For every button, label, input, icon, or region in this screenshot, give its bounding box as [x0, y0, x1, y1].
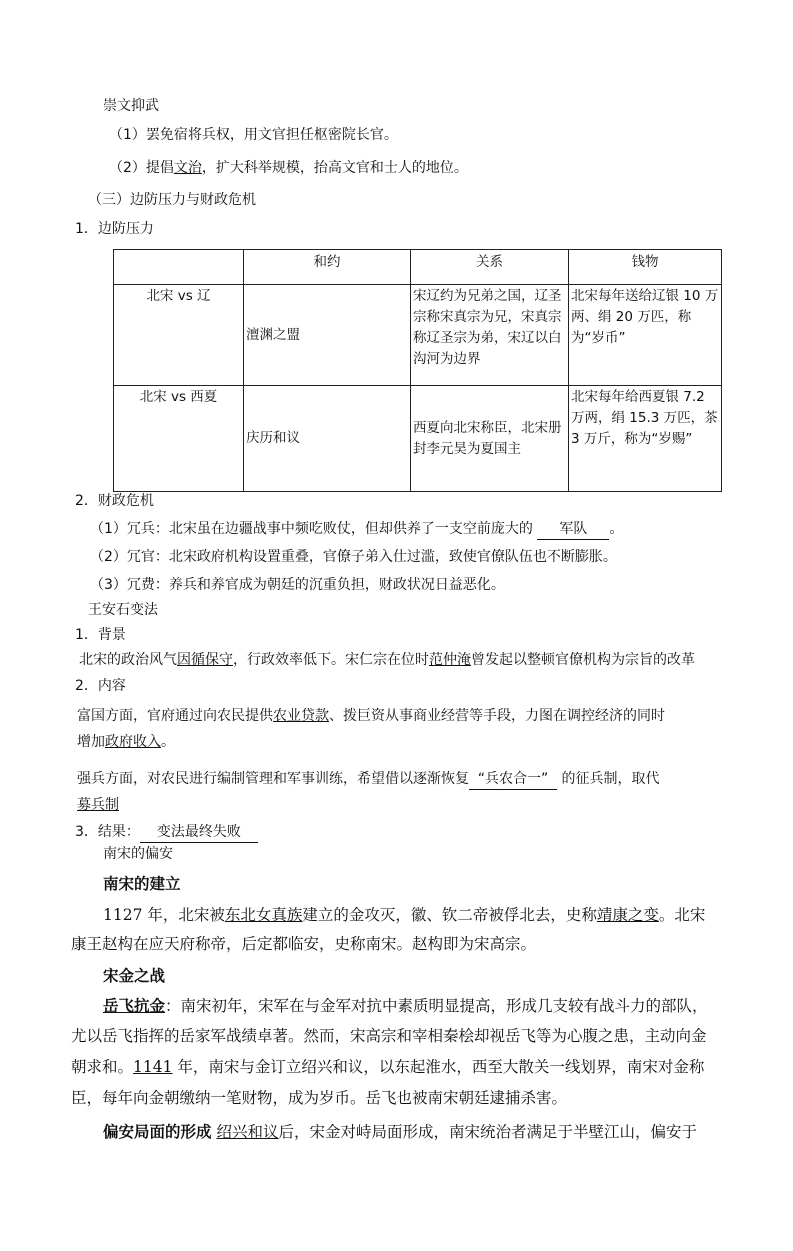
background-paragraph: 北宋的政治风气因循保守，行政效率低下。宋仁宗在位时范仲淹曾发起以整顿官僚机构为宗旨的改革: [79, 652, 695, 668]
table-cell: 北宋每年给西夏银 7.2 万两，绢 15.3 万匹，茶 3 万斤，称为“岁赐”: [569, 386, 722, 492]
pian-line-1: 偏安局面的形成 绍兴和议后，宋金对峙局面形成，南宋统治者满足于半壁江山，偏安于: [103, 1122, 697, 1141]
yue-line-1: 岳飞抗金：南宋初年，宋军在与金军对抗中素质明显提高，形成几支较有战斗力的部队，: [103, 996, 708, 1015]
table-header-cell: 钱物: [569, 250, 722, 285]
result-line: 3．结果： 变法最终失败: [75, 822, 258, 843]
content-rich-line-2: 增加政府收入。: [77, 734, 175, 750]
content-army-line-1: 强兵方面，对农民进行编制管理和军事训练，希望借以逐渐恢复 “兵农合一” 的征兵制，取代: [77, 769, 659, 790]
content-army-line-2: 募兵制: [77, 797, 119, 813]
table-row: [114, 285, 722, 386]
table-cell: 澶渊之盟: [244, 285, 411, 386]
crisis-item-2: （2）冗官：北宋政府机构设置重叠，官僚子弟入仕过滥，致使官僚队伍也不断膨胀。: [90, 549, 617, 565]
section-heading-border: （三）边防压力与财政危机: [88, 192, 256, 208]
yue-line-4: 臣，每年向金朝缴纳一笔财物，成为岁币。岳飞也被南宋朝廷逮捕杀害。: [71, 1089, 568, 1107]
table-header-cell: 和约: [244, 250, 411, 285]
yue-line-3: 朝求和。1141 年，南宋与金订立绍兴和议，以东起淮水，西至大散关一线划界，南宋对金称: [71, 1058, 705, 1076]
table-header-row: [114, 250, 722, 285]
table-cell: 北宋每年送给辽银 10 万两、绢 20 万匹，称为“岁币”: [569, 285, 722, 386]
table-cell: 北宋 vs 辽: [114, 285, 244, 386]
sub-heading-founding: 南宋的建立: [103, 875, 181, 893]
border-pressure-table: [113, 249, 722, 492]
paragraph-item-1: （1）罢免宿将兵权，用文官担任枢密院长官。: [109, 127, 398, 143]
paragraph-item-2: （2）提倡文治，扩大科举规模，抬高文官和士人的地位。: [109, 160, 468, 176]
table-cell: 宋辽约为兄弟之国，辽圣宗称宋真宗为兄，宋真宗称辽圣宗为弟，宋辽以白沟河为边界: [411, 285, 569, 386]
content-rich-line-1: 富国方面，官府通过向农民提供农业贷款、拨巨资从事商业经营等手段，力图在调控经济的同时: [77, 708, 665, 724]
table-row: [114, 386, 722, 492]
table-header-cell: [114, 250, 244, 285]
crisis-item-1: （1）冗兵：北宋虽在边疆战事中频吃败仗，但却供养了一支空前庞大的 军队 。: [90, 519, 623, 540]
founding-line-1: 1127 年，北宋被东北女真族建立的金攻灭，徽、钦二帝被俘北去，史称靖康之变。北宋: [103, 906, 706, 924]
sub-heading-background: 1．背景: [75, 627, 126, 643]
section-heading-south: 南宋的偏安: [103, 846, 173, 862]
table-cell: 西夏向北宋称臣，北宋册封李元昊为夏国主: [411, 386, 569, 492]
sub-heading-war: 宋金之战: [103, 967, 166, 985]
yue-line-2: 尤以岳飞指挥的岳家军战绩卓著。然而，宋高宗和宰相秦桧却视岳飞等为心腹之患，主动向金: [71, 1027, 707, 1045]
sub-heading-border-pressure: 1．边防压力: [75, 221, 154, 237]
table-header-cell: 关系: [411, 250, 569, 285]
crisis-item-3: （3）冗费：养兵和养官成为朝廷的沉重负担，财政状况日益恶化。: [90, 577, 505, 593]
founding-line-2: 康王赵构在应天府称帝，后定都临安，史称南宋。赵构即为宋高宗。: [71, 935, 537, 953]
sub-heading-fiscal-crisis: 2．财政危机: [75, 493, 154, 509]
table-cell: 北宋 vs 西夏: [114, 386, 244, 492]
section-heading-wang: 王安石变法: [88, 602, 158, 618]
sub-heading-content: 2．内容: [75, 678, 126, 694]
table-cell: 庆历和议: [244, 386, 411, 492]
section-heading-chongwen: 崇文抑武: [103, 98, 159, 114]
